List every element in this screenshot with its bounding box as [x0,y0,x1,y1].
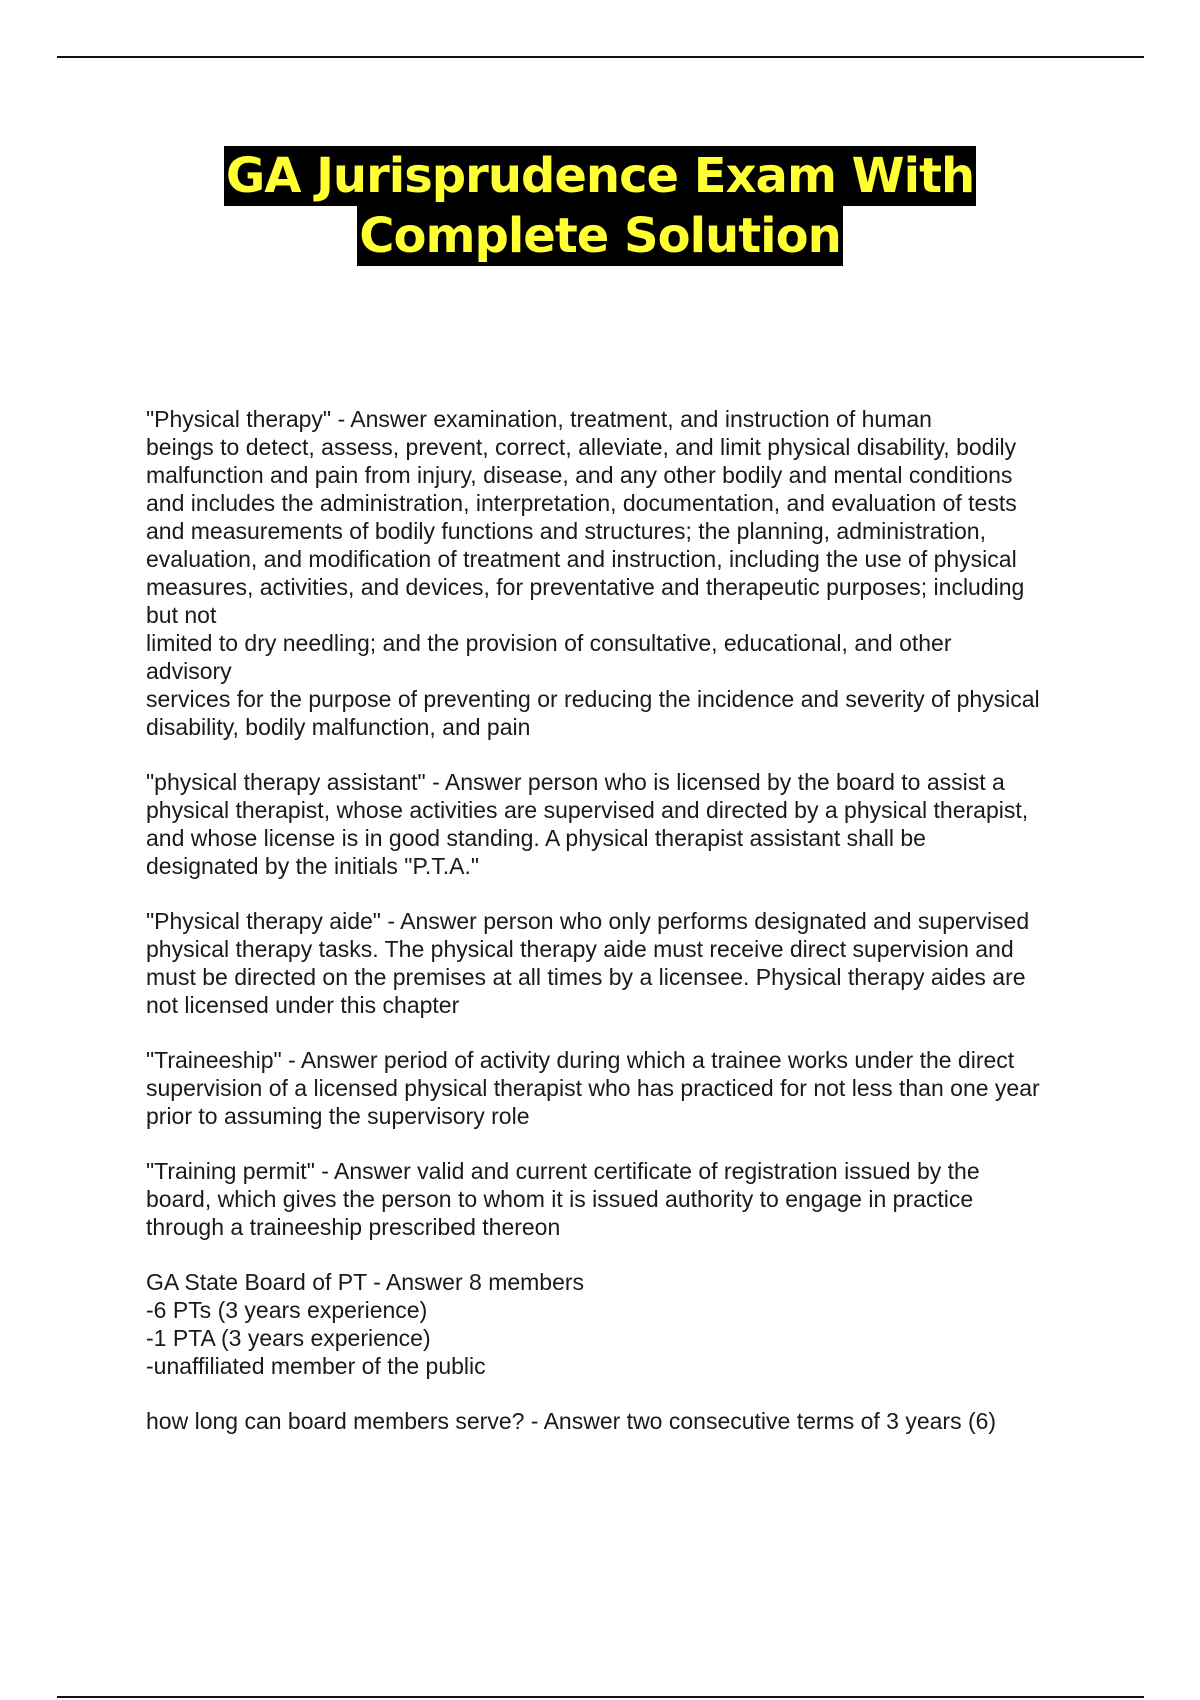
text-line: -unaffiliated member of the public [146,1353,486,1379]
top-rule [57,56,1144,58]
document-body [146,405,1096,1462]
text-line: limited to dry needling; and the provision of consultative, educational, and other [146,630,952,656]
text-line: GA State Board of PT - Answer 8 members [146,1269,585,1295]
text-line: "Physical therapy" - Answer examination, treatment, and instruction of human [146,406,932,432]
bottom-rule [57,1696,1144,1698]
text-line: how long can board members serve? - Answer two consecutive terms of 3 years (6) [146,1408,997,1434]
text-line: "Physical therapy aide" - Answer person who only performs designated and supervised [146,908,1030,934]
text-line: "physical therapy assistant" - Answer person who is licensed by the board to assist a [146,769,1005,795]
text-line: -6 PTs (3 years experience) [146,1297,428,1323]
text-line: evaluation, and modification of treatment and instruction, including the use of physical [146,546,1017,572]
entry-physical-therapy-assistant [146,768,1096,880]
text-line: -1 PTA (3 years experience) [146,1325,431,1351]
text-line: measures, activities, and devices, for preventative and therapeutic purposes; including [146,574,1025,600]
text-line: services for the purpose of preventing or reducing the incidence and severity of physical [146,686,1040,712]
text-line: "Training permit" - Answer valid and current certificate of registration issued by the [146,1158,980,1184]
text-line: board, which gives the person to whom it is issued authority to engage in practice [146,1186,974,1212]
text-line: advisory [146,658,232,684]
text-line: but not [146,602,217,628]
entry-physical-therapy [146,405,1096,741]
text-line: must be directed on the premises at all times by a licensee. Physical therapy aides are [146,964,1026,990]
text-line: prior to assuming the supervisory role [146,1103,530,1129]
text-line: disability, bodily malfunction, and pain [146,714,531,740]
text-line: beings to detect, assess, prevent, correct, alleviate, and limit physical disability, bodily [146,434,1017,460]
text-line: and measurements of bodily functions and structures; the planning, administration, [146,518,986,544]
entry-physical-therapy-aide [146,907,1096,1019]
text-line: not licensed under this chapter [146,992,460,1018]
entry-ga-state-board [146,1268,1096,1380]
entry-board-member-terms [146,1407,1096,1435]
text-line: physical therapist, whose activities are supervised and directed by a physical therapist, [146,797,1029,823]
text-line: through a traineeship prescribed thereon [146,1214,561,1240]
text-line: malfunction and pain from injury, disease, and any other bodily and mental conditions [146,462,1013,488]
text-line: physical therapy tasks. The physical therapy aide must receive direct supervision and [146,936,1014,962]
text-line: and whose license is in good standing. A physical therapist assistant shall be [146,825,926,851]
text-line: supervision of a licensed physical therapist who has practiced for not less than one year [146,1075,1040,1101]
title-line-2: Complete Solution [359,208,841,264]
text-line: "Traineeship" - Answer period of activity during which a trainee works under the direct [146,1047,1015,1073]
text-line: and includes the administration, interpretation, documentation, and evaluation of tests [146,490,1017,516]
title-line-1: GA Jurisprudence Exam With [225,148,975,204]
text-line: designated by the initials "P.T.A." [146,853,479,879]
entry-traineeship [146,1046,1096,1130]
document-title [0,146,1200,266]
entry-training-permit [146,1157,1096,1241]
